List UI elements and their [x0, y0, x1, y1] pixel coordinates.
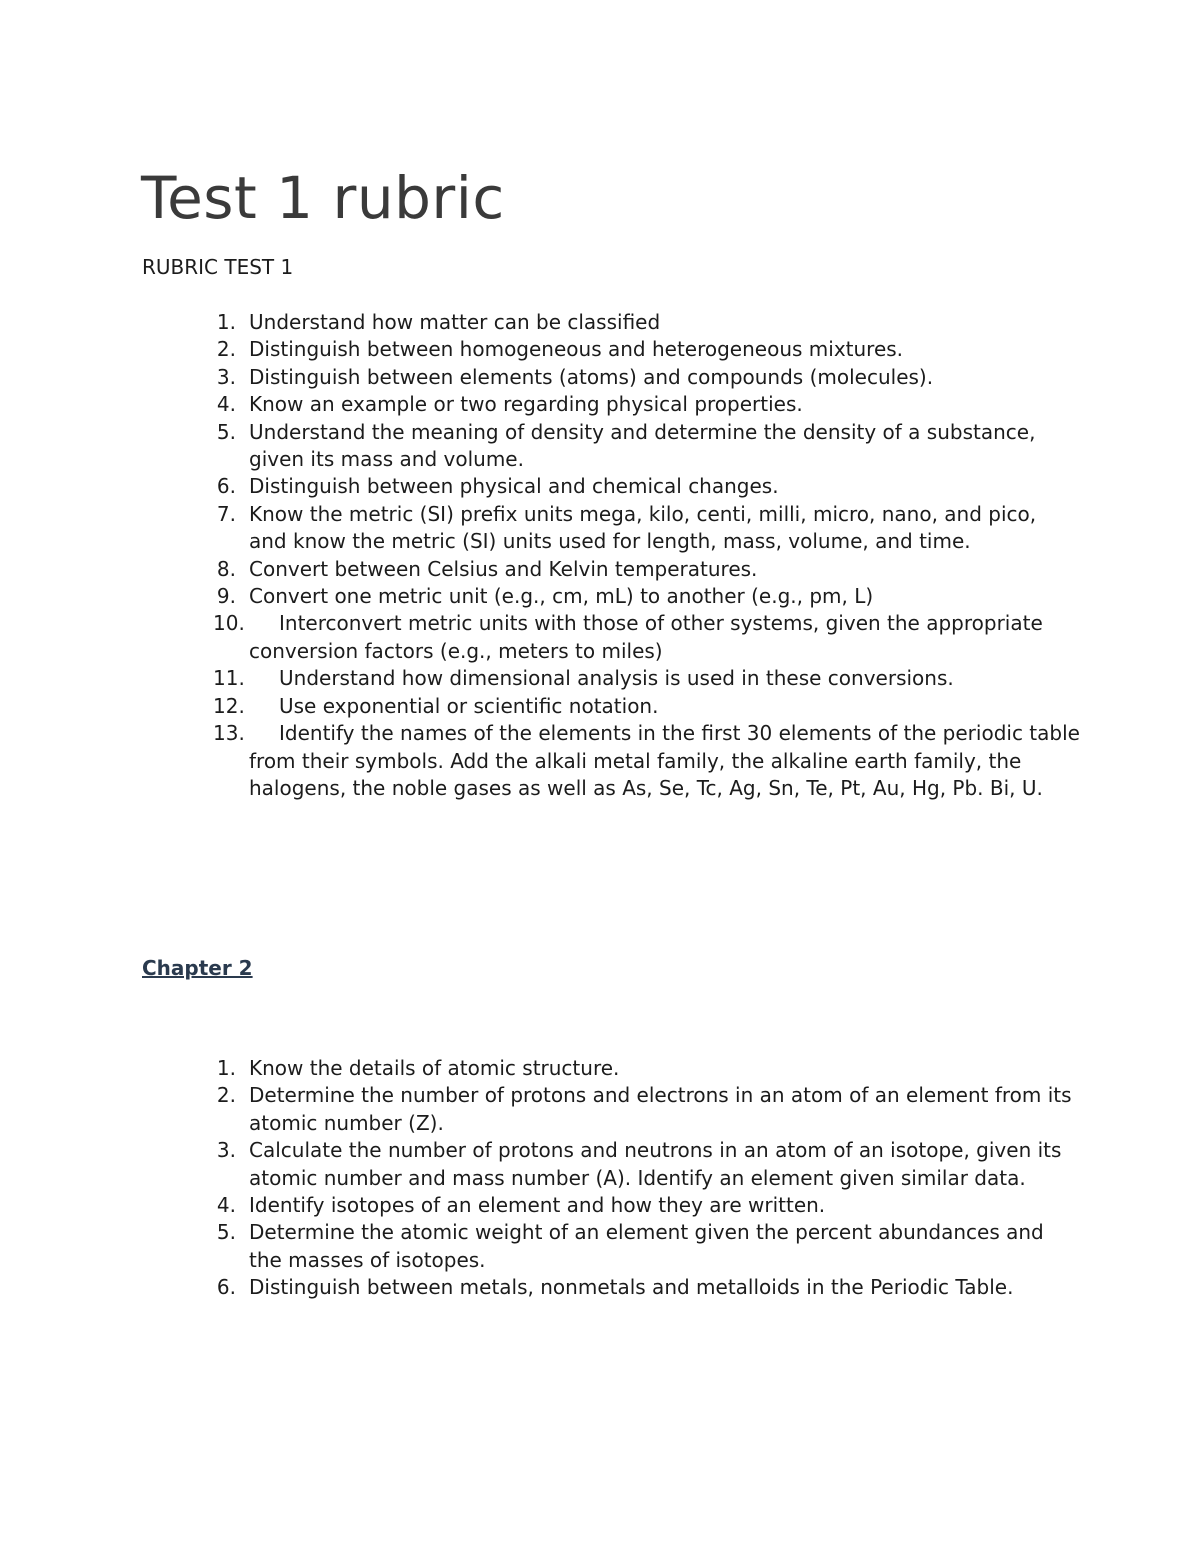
list-item — [0, 1274, 1200, 1301]
item-text-content: Use exponential or scientific notation. — [279, 693, 659, 718]
list-item — [0, 364, 1200, 391]
list-item — [0, 501, 1200, 556]
item-text: Convert between Celsius and Kelvin temperatures. — [249, 556, 758, 581]
item-number: 3. — [216, 364, 236, 389]
list-item — [0, 309, 1200, 336]
rubric-subtitle: RUBRIC TEST 1 — [142, 255, 294, 279]
item-number: 4. — [216, 392, 236, 417]
item-text: Determine the number of protons and electrons in an atom of an element from its atomic number (Z). — [249, 1083, 1072, 1135]
item-number: 1. — [216, 1056, 236, 1080]
item-text-content: Interconvert metric units with those of other systems, given the appropriate conversion factors (e.g., meters to miles) — [249, 611, 1043, 663]
item-number: 5. — [216, 419, 236, 444]
list-item — [0, 693, 1200, 720]
document-title: Test 1 rubric — [141, 164, 505, 232]
item-text — [249, 721, 1080, 800]
list-item — [0, 720, 1200, 802]
item-text: Distinguish between elements (atoms) and compounds (molecules). — [249, 364, 934, 389]
list-item — [0, 336, 1200, 363]
item-text: Know the metric (SI) prefix units mega, kilo, centi, milli, micro, nano, and pico, and know the metric (SI) units used for length, mass, volume, and time. — [249, 501, 1037, 554]
list-item — [0, 665, 1200, 692]
chapter2-objectives-list — [0, 1055, 1200, 1302]
item-number: 11. — [213, 666, 245, 691]
item-text — [249, 694, 658, 718]
list-item — [0, 556, 1200, 583]
item-text — [249, 666, 954, 690]
list-item — [0, 473, 1200, 500]
item-number: 5. — [216, 1220, 236, 1245]
chapter1-objectives-list — [0, 309, 1200, 802]
chapter2-heading: Chapter 2 — [142, 956, 253, 980]
item-text-content: Identify the names of the elements in the first 30 elements of the periodic table from their symbols. Add the alkali metal family, the alkaline earth family, the halogens, the noble gases as well as As, Se, Tc, Ag, Sn, Te, Pt, Au, Hg, Pb. Bi, U. — [249, 721, 1080, 800]
item-number: 6. — [216, 1275, 236, 1300]
list-item — [0, 1055, 1200, 1082]
item-text: Calculate the number of protons and neutrons in an atom of an isotope, given its atomic number and mass number (A). Identify an element given similar data. — [249, 1138, 1062, 1190]
item-text: Distinguish between physical and chemical changes. — [249, 474, 779, 499]
item-text-content: Understand how dimensional analysis is used in these conversions. — [279, 666, 954, 691]
list-item — [0, 1137, 1200, 1192]
item-text: Know the details of atomic structure. — [249, 1056, 620, 1080]
item-number: 2. — [216, 337, 236, 362]
item-number: 6. — [216, 474, 236, 499]
list-item — [0, 1192, 1200, 1219]
item-text: Identify isotopes of an element and how they are written. — [249, 1193, 826, 1218]
list-item — [0, 610, 1200, 665]
item-text — [249, 611, 1043, 662]
list-item — [0, 1219, 1200, 1274]
item-number: 10. — [213, 611, 245, 636]
item-text: Convert one metric unit (e.g., cm, mL) to another (e.g., pm, L) — [249, 584, 874, 609]
item-text: Distinguish between metals, nonmetals and metalloids in the Periodic Table. — [249, 1275, 1014, 1300]
item-number: 8. — [216, 556, 236, 581]
item-text: Understand how matter can be classified — [249, 310, 661, 334]
item-text: Understand the meaning of density and determine the density of a substance, given its mass and volume. — [249, 419, 1036, 472]
item-number: 9. — [216, 584, 236, 609]
list-item — [0, 391, 1200, 418]
item-number: 12. — [213, 693, 245, 718]
item-number: 7. — [216, 501, 236, 526]
item-number: 4. — [216, 1193, 236, 1218]
list-item — [0, 1082, 1200, 1137]
item-text: Distinguish between homogeneous and heterogeneous mixtures. — [249, 337, 904, 362]
item-text: Know an example or two regarding physical properties. — [249, 392, 803, 417]
item-number: 3. — [216, 1138, 236, 1163]
item-number: 2. — [216, 1083, 236, 1108]
list-item — [0, 583, 1200, 610]
item-text: Determine the atomic weight of an element given the percent abundances and the masses of isotopes. — [249, 1220, 1044, 1272]
list-item — [0, 419, 1200, 474]
item-number: 13. — [213, 721, 245, 746]
item-number: 1. — [216, 310, 236, 334]
